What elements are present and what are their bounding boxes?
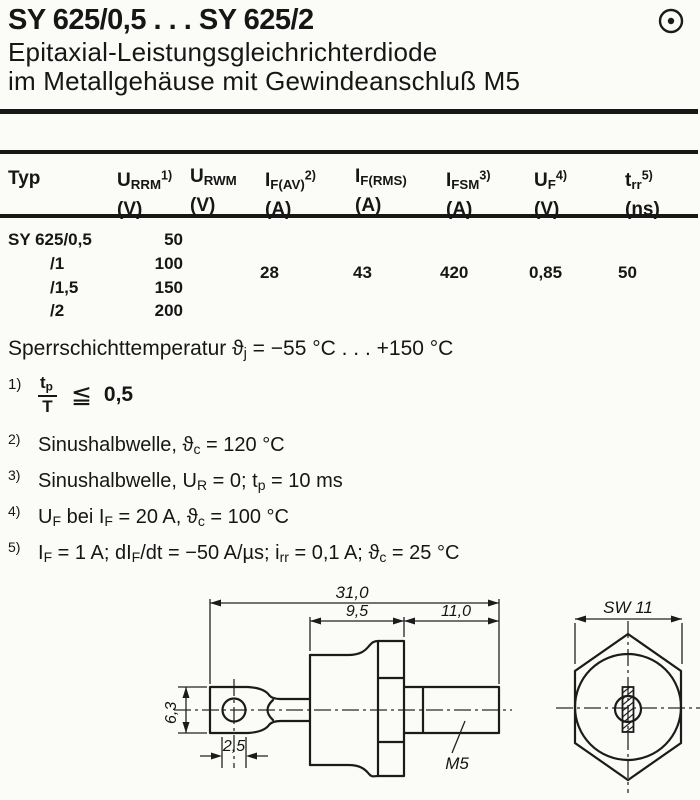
column-header-uf: $U_F^{4)}$ (V) <box>534 169 568 221</box>
package-outline-drawing <box>0 580 700 800</box>
divider-top <box>0 109 698 114</box>
footnote-2: 2) Sinushalbwelle, $ϑ_c = 120$ °C <box>8 431 285 458</box>
circle-dot-icon <box>657 7 685 35</box>
table-cell-urrm: 200 <box>154 301 183 320</box>
table-cell-ifrms: 43 <box>353 263 372 282</box>
footnote-5: 5) $I_F = 1$ A; $dI_F/dt = -50$ A/µs; $i_{rr} = 0,1$ A; $ϑ_c = 25$ °C <box>8 539 460 566</box>
table-row-typ: SY 625/0,5 <box>8 230 92 249</box>
table-cell-urrm: 50 <box>164 230 183 249</box>
footnote-marker: 2) <box>8 431 21 447</box>
column-header-urrm: $U_{RRM}^{1)}$ (V) <box>117 169 173 221</box>
column-header-ifav: $I_{F(AV)}^{2)}$ (A) <box>265 169 316 221</box>
page-title: SY 625/0,5 . . . SY 625/2 <box>8 4 314 36</box>
side-view <box>163 583 512 776</box>
thread-label: M5 <box>445 754 469 773</box>
column-header-typ: Typ <box>8 168 41 189</box>
page-subtitle <box>8 38 520 96</box>
footnote-marker: 1) <box>8 376 22 393</box>
footnote-4: 4) $U_F$ bei $I_F = 20$ A, $ϑ_c = 100$ °C <box>8 503 289 530</box>
table-row-typ: /2 <box>50 301 65 320</box>
footnote-marker: 3) <box>8 467 21 483</box>
column-header-ifsm: $I_{FSM}^{3)}$ (A) <box>446 169 491 221</box>
table-row-typ: /1,5 <box>50 278 79 297</box>
table-cell-ifsm: 420 <box>440 263 469 282</box>
table-row-typ: /1 <box>50 254 65 273</box>
footnote-3: 3) Sinushalbwelle, $U_R = 0$; $t_p = 10$ ms <box>8 467 343 494</box>
footnote-1 <box>8 374 133 416</box>
table-cell-trr: 50 <box>618 263 637 282</box>
duty-cycle-fraction: $\frac{t_p}{T}$ <box>38 374 57 416</box>
dim-body-label: 9,5 <box>345 603 369 620</box>
dim-hole-label: 2,5 <box>222 738 246 755</box>
duty-cycle-value: 0,5 <box>103 383 134 407</box>
lte-operator: ≦ <box>70 381 92 410</box>
subtitle-line1: Epitaxial-Leistungsgleichrichterdiode <box>8 37 438 67</box>
dim-overall-label: 31,0 <box>335 583 369 602</box>
dim-tab-width-label: 6,3 <box>163 701 180 724</box>
table-cell-ifav: 28 <box>260 263 279 282</box>
table-cell-uf: 0,85 <box>529 263 563 282</box>
column-header-ifrms: $I_{F(RMS)}$ (A) <box>355 166 407 216</box>
subtitle-line2: im Metallgehäuse mit Gewindeanschluß M5 <box>8 66 521 96</box>
footnote-marker: 4) <box>8 503 21 519</box>
table-cell-urrm: 150 <box>154 278 183 297</box>
dim-stud-label: 11,0 <box>441 603 471 620</box>
footnote-marker: 5) <box>8 539 21 555</box>
end-view <box>556 598 700 793</box>
column-header-trr: $t_{rr}^{5)}$ (ns) <box>625 169 660 221</box>
dim-wrench-label: SW 11 <box>603 598 653 617</box>
divider-table-top <box>0 150 698 154</box>
divider-table-header <box>0 214 698 218</box>
junction-temperature-line: Sperrschichttemperatur $ϑ_j = -55$ °C . . . +150 °C <box>8 337 454 363</box>
table-cell-urrm: 100 <box>154 254 183 273</box>
column-header-urwm: $U_{RWM}$ (V) <box>190 166 237 216</box>
